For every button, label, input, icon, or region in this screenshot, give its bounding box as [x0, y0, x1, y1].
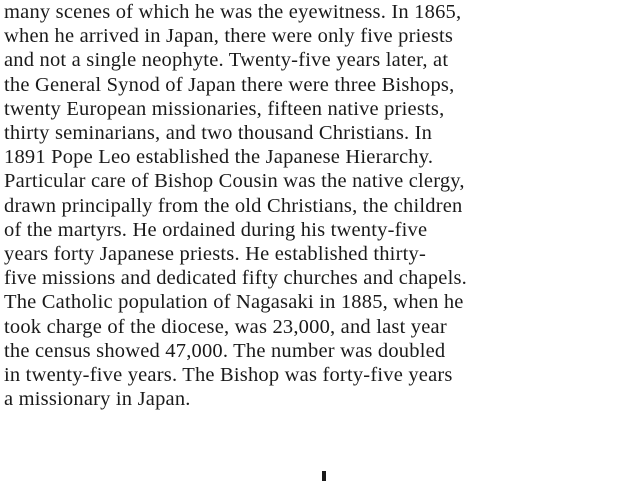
- text-line: the census showed 47,000. The number was doubled: [4, 340, 446, 362]
- text-line: in twenty-five years. The Bishop was forty-five years: [4, 364, 453, 386]
- text-line: a missionary in Japan.: [4, 388, 191, 410]
- document-page: [4, 0, 638, 481]
- text-line: many scenes of which he was the eyewitness. In 1865,: [4, 1, 462, 23]
- text-line: five missions and dedicated fifty churches and chapels.: [4, 267, 467, 289]
- text-line: the General Synod of Japan there were three Bishops,: [4, 74, 455, 96]
- text-line: 1891 Pope Leo established the Japanese Hierarchy.: [4, 146, 434, 168]
- ink-mark: [322, 471, 326, 481]
- text-line: thirty seminarians, and two thousand Christians. In: [4, 122, 433, 144]
- text-line: and not a single neophyte. Twenty-five years later, at: [4, 49, 449, 71]
- text-line: drawn principally from the old Christians, the children: [4, 195, 463, 217]
- text-line: Particular care of Bishop Cousin was the native clergy,: [4, 170, 465, 192]
- text-line: of the martyrs. He ordained during his twenty-five: [4, 219, 428, 241]
- text-line: The Catholic population of Nagasaki in 1885, when he: [4, 291, 464, 313]
- text-line: years forty Japanese priests. He established thirty-: [4, 243, 426, 265]
- text-line: when he arrived in Japan, there were only five priests: [4, 25, 454, 47]
- text-line: twenty European missionaries, fifteen native priests,: [4, 98, 445, 120]
- text-line: took charge of the diocese, was 23,000, and last year: [4, 316, 447, 338]
